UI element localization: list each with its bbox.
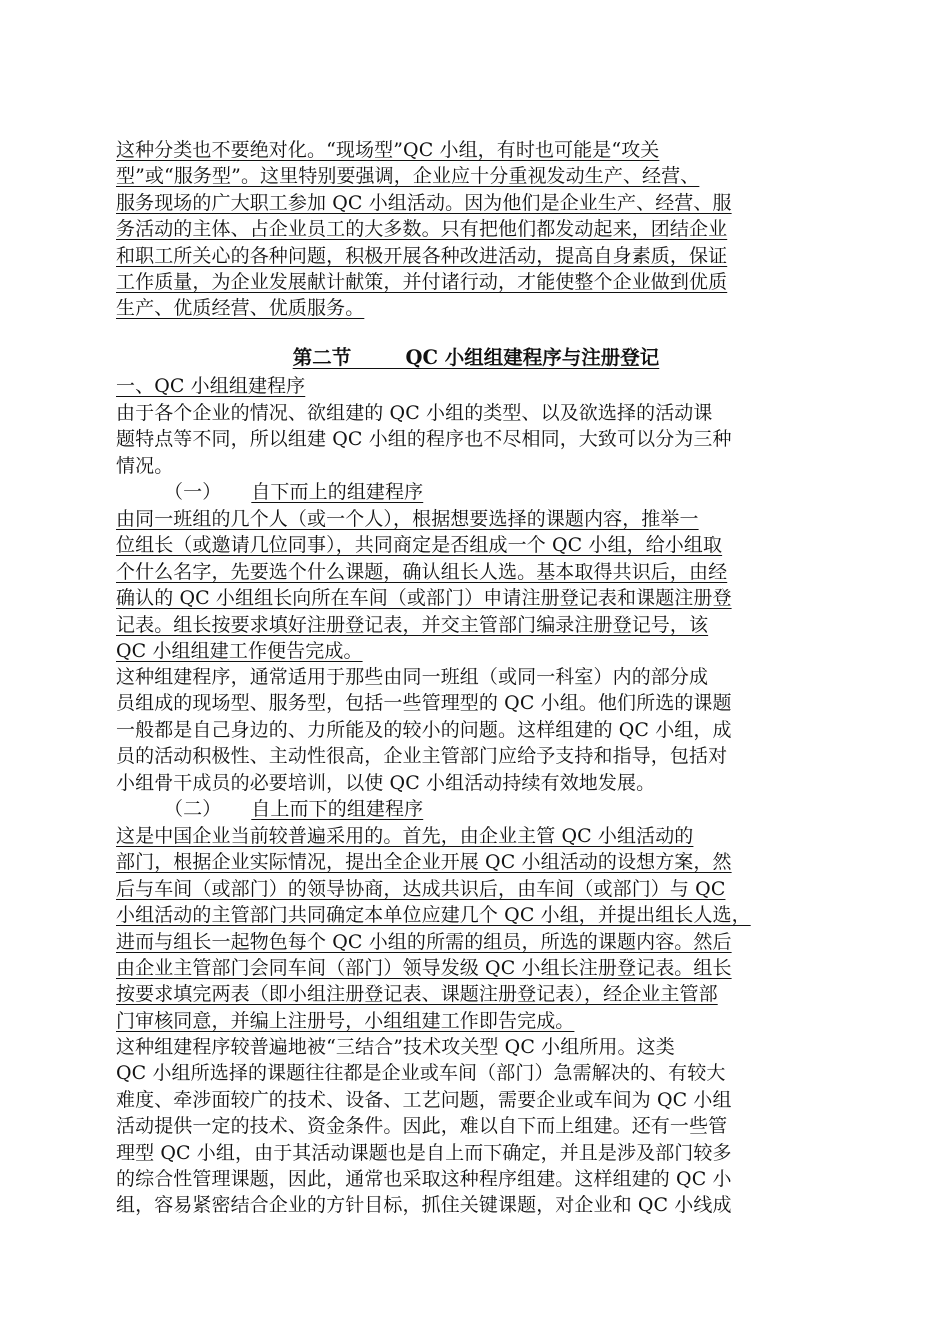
text-line: 员的活动积极性、主动性很高，企业主管部门应给予支持和指导，包括对 bbox=[116, 745, 728, 768]
text-line: 理型 QC 小组，由于其活动课题也是自上而下确定，并且是涉及部门较多 bbox=[116, 1141, 732, 1164]
text-line: QC 小组组建工作便告完成。 bbox=[116, 639, 363, 662]
text-line: 活动提供一定的技术、资金条件。因此，难以自下而上组建。还有一些管 bbox=[116, 1115, 728, 1138]
text-line: 这种分类也不要绝对化。“现场型”QC 小组，有时也可能是“攻关 bbox=[116, 139, 660, 161]
subheading-text: 一、QC 小组组建程序 bbox=[116, 375, 306, 397]
text-line: 按要求填完两表（即小组注册登记表、课题注册登记表），经企业主管部 bbox=[116, 983, 718, 1006]
text-line: 和职工所关心的各种问题，积极开展各种改进活动，提高自身素质，保证 bbox=[116, 244, 728, 267]
text-line: 服务现场的广大职工参加 QC 小组活动。因为他们是企业生产、经营、服 bbox=[116, 191, 732, 214]
item-1-heading bbox=[116, 479, 836, 505]
text-line: 部门，根据企业实际情况，提出全企业开展 QC 小组活动的设想方案，然 bbox=[116, 851, 732, 874]
text-line: 组，容易紧密结合企业的方针目标，抓住关键课题，对企业和 QC 小线成 bbox=[116, 1194, 732, 1217]
text-line: 记表。组长按要求填好注册登记表，并交主管部门编录注册登记号，该 bbox=[116, 613, 709, 636]
text-line: 一般都是自己身边的、力所能及的较小的问题。这样组建的 QC 小组，成 bbox=[116, 718, 732, 741]
paragraph-5 bbox=[116, 823, 836, 1034]
text-line: 这种组建程序较普遍地被“三结合”技术攻关型 QC 小组所用。这类 bbox=[116, 1036, 675, 1058]
item-number: （二） bbox=[164, 798, 222, 820]
text-line: 员组成的现场型、服务型，包括一些管理型的 QC 小组。他们所选的课题 bbox=[116, 692, 732, 715]
text-line: 确认的 QC 小组组长向所在车间（或部门）申请注册登记表和课题注册登 bbox=[116, 587, 732, 610]
paragraph-3 bbox=[116, 506, 836, 664]
text-line: 生产、优质经营、优质服务。 bbox=[116, 297, 365, 320]
text-line: 题特点等不同，所以组建 QC 小组的程序也不尽相同，大致可以分为三种 bbox=[116, 428, 732, 451]
section-title: 第二节 QC 小组组建程序与注册登记 bbox=[292, 346, 660, 369]
text-line: 工作质量，为企业发展献计献策，并付诸行动，才能使整个企业做到优质 bbox=[116, 270, 728, 293]
text-line: 情况。 bbox=[116, 454, 174, 477]
text-line: 难度、牵涉面较广的技术、设备、工艺问题，需要企业或车间为 QC 小组 bbox=[116, 1088, 732, 1111]
text-line: 由企业主管部门会同车间（部门）领导发级 QC 小组长注册登记表。组长 bbox=[116, 956, 732, 979]
paragraph-6 bbox=[116, 1034, 836, 1219]
text-line: 这种组建程序，通常适用于那些由同一班组（或同一科室）内的部分成 bbox=[116, 666, 709, 688]
text-line: 门审核同意，并编上注册号，小组组建工作即告完成。 bbox=[116, 1009, 575, 1032]
item-2-heading bbox=[116, 796, 836, 822]
text-line: 小组活动的主管部门共同确定本单位应建几个 QC 小组，并提出组长人选， bbox=[116, 904, 751, 927]
paragraph-4 bbox=[116, 664, 836, 796]
paragraph-2 bbox=[116, 400, 836, 479]
subheading-1 bbox=[116, 373, 836, 399]
text-line: 由同一班组的几个人（或一个人），根据想要选择的课题内容，推举一 bbox=[116, 508, 699, 530]
text-line: 小组骨干成员的必要培训，以使 QC 小组活动持续有效地发展。 bbox=[116, 771, 656, 794]
text-line: QC 小组所选择的课题往往都是企业或车间（部门）急需解决的、有较大 bbox=[116, 1062, 726, 1085]
text-line: 由于各个企业的情况、欲组建的 QC 小组的类型、以及欲选择的活动课 bbox=[116, 402, 713, 424]
text-line: 的综合性管理课题，因此，通常也采取这种程序组建。这样组建的 QC 小 bbox=[116, 1167, 732, 1190]
item-heading-line bbox=[116, 796, 836, 822]
text-line: 位组长（或邀请几位同事），共同商定是否组成一个 QC 小组，给小组取 bbox=[116, 534, 723, 557]
text-line: 后与车间（或部门）的领导协商，达成共识后，由车间（或部门）与 QC bbox=[116, 877, 726, 900]
item-title: 自上而下的组建程序 bbox=[251, 798, 424, 820]
paragraph-1 bbox=[116, 137, 836, 322]
text-line: 这是中国企业当前较普遍采用的。首先，由企业主管 QC 小组活动的 bbox=[116, 825, 694, 847]
text-line: 型”或“服务型”。这里特别要强调，企业应十分重视发动生产、经营、 bbox=[116, 165, 700, 188]
text-line: 个什么名字，先要选个什么课题，确认组长人选。基本取得共识后，由经 bbox=[116, 560, 728, 583]
item-title: 自下而上的组建程序 bbox=[251, 481, 424, 503]
text-line: 务活动的主体、占企业员工的大多数。只有把他们都发动起来，团结企业 bbox=[116, 218, 728, 241]
item-heading-line bbox=[116, 479, 836, 505]
text-line: 进而与组长一起物色每个 QC 小组的所需的组员，所选的课题内容。然后 bbox=[116, 930, 732, 953]
item-number: （一） bbox=[164, 481, 222, 503]
